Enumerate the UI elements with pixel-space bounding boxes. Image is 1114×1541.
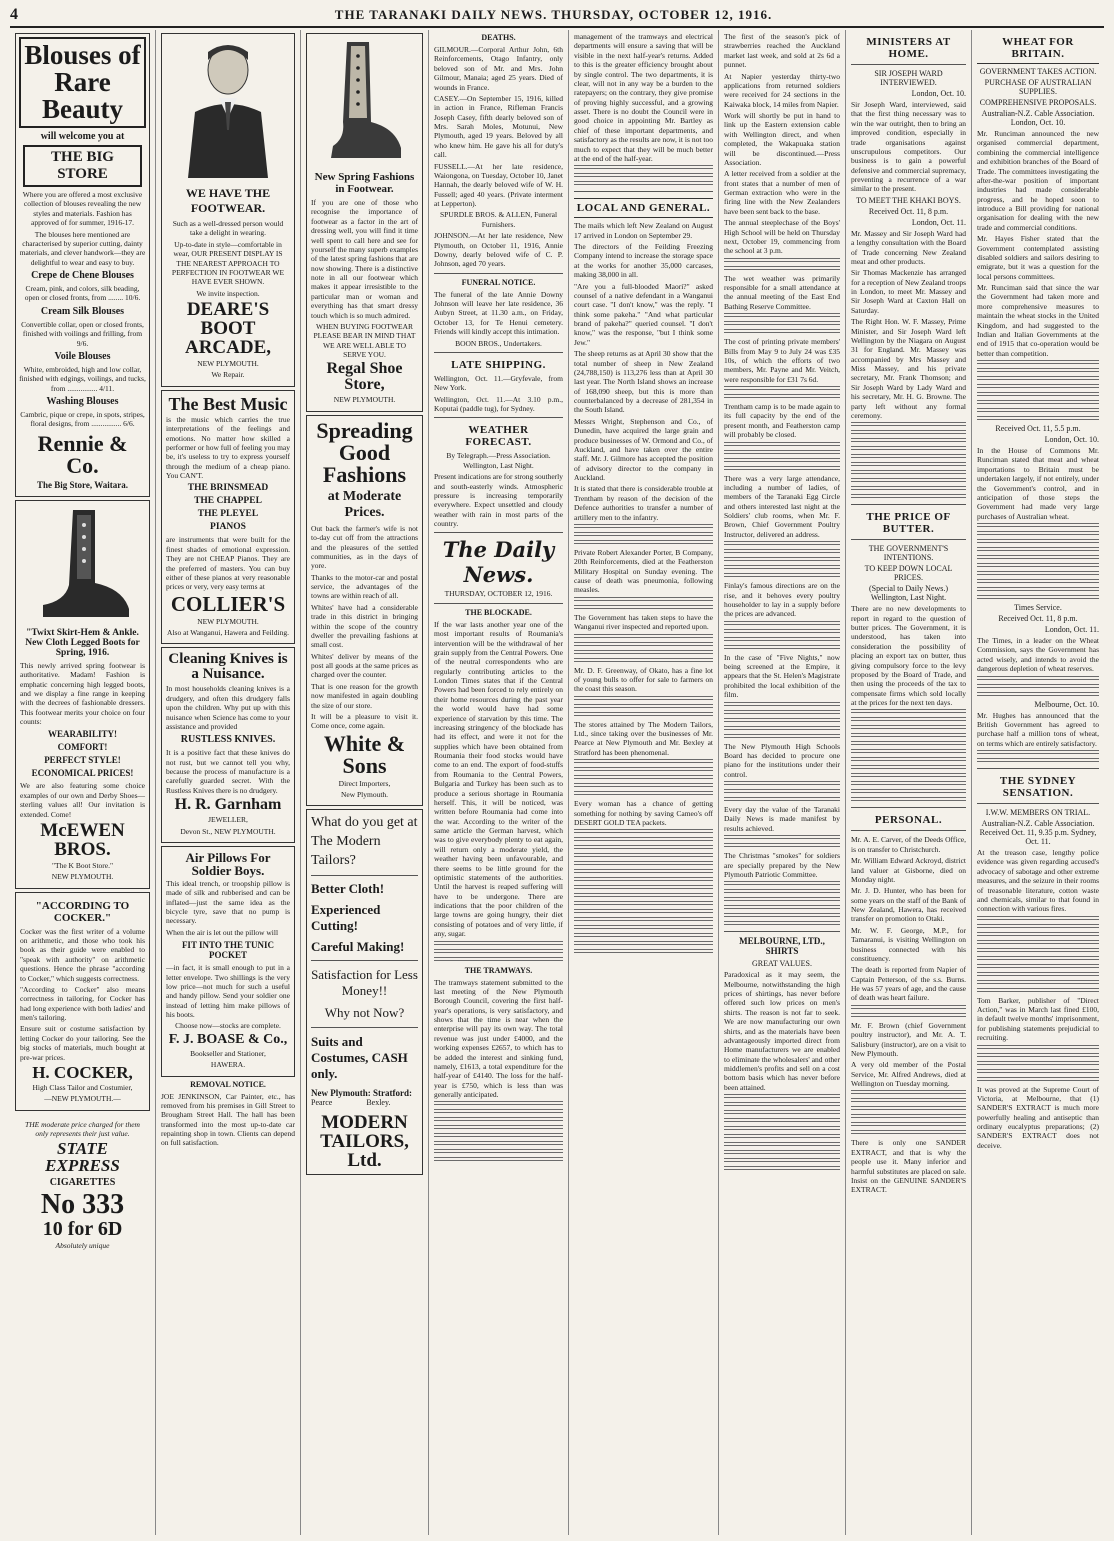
spread-text3: Whites' have had a considerable trade in this district in bringing within the scope of the country dweller the prevailing fashions at small cost. [311,602,418,650]
tram-continued: management of the tramways and electrical departments will ensure a saving that will be visible in the next half-year's returns. Added to this is the greater efficiency brought about by single control. The two departments, it is clear, will not in any way be a burden to the ratepayers; on the contrary, they give promise of proving highly successful, and a growing asset. There is no doubt the Council were in good choice in appointing Mr. Bartley as chief of these important departments, and satisfactory as the results are now, it is not too much to expect that they will be much better at the end of the half-year. [574,32,713,163]
local-8: The Government has taken steps to have the Wanganui river inspected and reported upon. [574,612,713,632]
rennie-sub: The Big Store, Waitara. [37,479,128,490]
air-text3: —in fact, it is small enough to put in a letter envelope. Two shillings is the very low price—not much for such a useful and handy pillow. Send your soldier one instead of letting him make pillows of his boots. [166,963,290,1019]
local-3: "Are you a full-blooded Maori?" asked counsel of a native defendant in a Wanganui court case. "I don't know," was the reply. "I think some pakeha." "And what particular brand of pakeha?" queried counsel. "I don't know," was the response, "but I think some Jew." [574,281,713,347]
regal-loc: NEW PLYMOUTH. [333,395,396,405]
crepe-text: Cream, pink, and colors, silk beading, open or closed fronts, from ........ 10/6. [24,284,141,303]
shipping-text: Wellington, Oct. 11.—Gryfevale, from New York. [434,373,563,393]
deares-ad [161,33,295,387]
man-portrait-illustration-icon [183,38,273,178]
state-express-ad [15,1114,150,1257]
melbourne-wheat-text: Mr. Hughes has announced that the British Government has agreed to purchase half a million tons of wheat, on terms which are entirely satisfactory. [977,710,1099,748]
se-number: No 333 [40,1189,125,1221]
wheat-received: Received Oct. 11, 5.5 p.m. [995,424,1081,433]
personal-3: Mr. J. D. Hunter, who has been for some years on the staff of the Bank of New Zealand, Hawera, has received transfer on promotion to Otaki. [851,886,966,924]
tramways-text: The tramways statement submitted to the last meeting of the New Plymouth Borough Council, covering the first half-year's operations, is very satisfactory, and shows that the time is near when the enterprise will pay its own way. The total revenue was just under £4000, and the working expenses £2657, to which has to be added the interest and sinking fund, namely, £1613, a total expenditure for the half-year of £4140. The loss for the half-year is £750, which is less than was generally anticipated. [434,977,563,1099]
sydney-byline: Australian-N.Z. Cable Association. Received Oct. 11, 9.35 p.m. Sydney, Oct. 11. [979,819,1097,846]
blouses-intro2: The blouses here mentioned are characterised by superior cutting, dainty materials, and clever handwork—they are delightful to wear and easy to buy. [19,229,146,267]
times-received: Received Oct. 11, 8 p.m. [998,614,1078,623]
blouses-headline: Blouses of Rare Beauty [19,37,146,128]
voile-heading: Voile Blouses [54,350,111,362]
boots-text2: We are also featuring some choice examples of our own and Derby Shoes—sterling values all! Our invitation is extended. Come! [20,781,145,819]
sydney-text: At the treason case, lengthy police evidence was given regarding accused's advocacy of sabotage and other extreme measures, and the seizure in their rooms of treasonable literature, cotton waste and chemicals, similar to that found in connection with various fires. [977,848,1099,914]
times-date: London, Oct. 11. [1044,625,1099,634]
piano-3: THE PLEYEL [197,509,259,520]
cocker-text: Cocker was the first writer of a volume on arithmetic, and those who took his book as their guide were enabled to "speak with authority" on arithmetic questions. Hence the phrase "according to Cocker," which suggests correctness. [20,926,145,983]
death-3b: SPURDLE BROS. & ALLEN, Funeral Furnishers. [439,210,558,229]
local-20: There was a very large attendance, including a number of ladies, of members of the Taranaki Egg Circle and others interested last night at the Soldiers' club rooms, when Mr. F. Brown, Chief Government Poultry Instructor, delivered an address. [724,473,840,539]
se-cig: CIGARETTES [49,1177,116,1189]
rennie-name: Rennie & Co. [37,430,128,478]
boots-ad [15,500,150,889]
local-14: Work will shortly be put in hand to link up the Eastern extension cable with Wellington direct, and when completed, the Wakapuaka station will be discontinued.—Press Association. [724,111,840,167]
column-8 [972,30,1104,1535]
death-3: FUSSELL.—At her late residence, Waiongona, on Tuesday, October 10, Janet Hannah, the dearly beloved wife of W. H. Fussell; aged 40 years. (Private interment at Lepperton). [434,161,563,208]
boase-sub: Bookseller and Stationer, [190,1048,266,1058]
music-text: is the music which carries the true interpretations of the feelings and emotions. No matter how skilled a performer or how full of feeling you may be, it's useless to try to express yourself through the medium of a cheap piano. You CAN'T. [166,414,290,480]
local-18: The cost of printing private members' Bills from May 9 to July 24 was £35 10s, of which the efforts of two members, Mr. Payne and Mr. Veitch, were responsible for £31 7s 6d. [724,337,840,384]
blockade-heading: THE BLOCKADE. [465,607,532,617]
death-1: GILMOUR.—Corporal Arthur John, 6th Reinforcements, Otago Infantry, only beloved son of Mr. and Mrs. John Gilmour, Manaia; aged 25 years. Died of wounds in France. [434,45,563,92]
local-24: Every day the value of the Taranaki Daily News is made manifest by results achieved. [724,805,840,833]
local-10: The stores attained by The Modern Tailors, Ltd., since taking over the businesses of Mr. Pearce at New Plymouth and Mr. Bexley at Stratford has been phenomenal. [574,719,713,757]
air-fit: FIT INTO THE TUNIC POCKET [181,940,275,961]
personal-8: There is only one SANDER EXTRACT, and that is why the people use it. Many inferior and harmful substitutes are placed on sale. Insist on the GENUINE SANDER'S EXTRACT. [851,1138,966,1195]
modern-tailors-ad [306,809,423,1175]
mcewen-loc: NEW PLYMOUTH. [51,872,114,882]
melbourne-heading: MELBOURNE, LTD., SHIRTS [739,936,825,957]
local-5: Messrs Wright, Stephenson and Co., of Dunedin, have acquired the large grain and produce businesses of W. Ormond and Co., of Auckland, and have taken over the entire staff. Mr. J. Gilmore has accepted the position of advisory director to the company in Auckland. [574,416,713,482]
ministers-heading: MINISTERS AT HOME. [866,36,951,60]
local-2: The directors of the Feilding Freezing Company intend to increase the storage space at the works for another 35,000 carcases, making 38,000 in all. [574,242,713,280]
death-2: CASEY.—On September 15, 1916, killed in action in France, Rifleman Francis Joseph Casey, fifth dearly beloved son of Mrs. Sarah Moles, Motunui, New Plymouth, aged 19 years. Beloved by all who knew him. He gave his all for duty's call. [434,93,563,160]
masthead [10,4,1104,28]
big-store-label: THE BIG STORE [23,145,142,187]
personal-5: The death is reported from Napier of Captain Petterson, of the s.s. Burns. He was 57 years of age, and the cause of death was heart failure. [851,965,966,1003]
deaths-heading: DEATHS. [481,33,516,42]
spread-text5: That is one reason for the growth now manifested in again doubling the size of our store. [311,681,418,710]
blouses-ad [15,33,150,497]
blouses-sub: will welcome you at [40,131,125,142]
weather-heading: WEATHER FORECAST. [465,424,532,449]
column-5 [569,30,719,1535]
sydney-text3: It was proved at the Supreme Court of Victoria, at Melbourne, that (1) SANDER'S EXTRACT is much more powerfully healing and antiseptic than ordinary eucalyptus preparations; (2) SANDER'S EXTRACT does not deceive. [977,1084,1099,1150]
cocker-text3: Ensure suit or costume satisfaction by letting Cocker do your tailoring. See the big stocks of materials, much bought at pre-war prices. [20,1024,145,1062]
modern-5: Why not Now? [324,1005,405,1021]
air-text: This ideal trench, or troopship pillow is made of silk and rubberised and can be inflated—just the same idea as the bicycle tyre, save that no pump is necessary. [166,878,290,926]
garnham-loc: Devon St., NEW PLYMOUTH. [180,826,276,836]
wheat-sub: GOVERNMENT TAKES ACTION. [979,67,1097,76]
regal-heading: New Spring Fashions in Footwear. [314,171,415,195]
air-text2: When the air is let out the pillow will [166,927,279,937]
ministers-date: London, Oct. 10. [911,89,966,98]
hcocker-name: H. COCKER, [32,1062,133,1082]
khaki-text: Mr. Massey and Sir Joseph Ward had a lengthy consultation with the Board of Trade concerning New Zealand meat and other products. [851,228,966,266]
local-7: Private Robert Alexander Porter, B Company, 20th Reinforcements, died at the Featherston Military Hospital on Sunday evening. The cause of death was pneumonia, following measles. [574,547,713,595]
hcocker-loc: —NEW PLYMOUTH.— [44,1094,121,1104]
whites-sub: Direct Importers, [338,778,391,788]
colliers-also: Also at Wanganui, Hawera and Feilding. [167,628,289,637]
butter-heading: THE PRICE OF BUTTER. [866,511,951,536]
knives-heading: Cleaning Knives is a Nuisance. [168,651,288,683]
modern-8: Pearce Bexley. [311,1098,391,1108]
personal-6: Mr. F. Brown (chief Government poultry instructor), and Mr. A. T. Salisbury (instructor), are on a visit to New Plymouth. [851,1020,966,1058]
khaki-date: London, Oct. 11. [911,217,966,227]
hcocker-sub: High Class Tailor and Costumier, [32,1082,133,1092]
spread-text4: Whites' deliver by means of the post all goods at the same prices as charged over the counter. [311,651,418,680]
column-1 [10,30,156,1535]
footwear-invite: We invite inspection. [196,288,260,298]
weather-byline: By Telegraph.—Press Association. Wellington, Last Night. [446,451,551,470]
se-brand: STATE EXPRESS [45,1139,120,1176]
footwear-heading: WE HAVE THE FOOTWEAR. [185,186,271,215]
column-4 [429,30,569,1535]
butter-text: There are no new developments to report in regard to the question of butter prices. The Government, it is understood, has taken into consideration the possibility of placing an export tax on butter, thus giving compulsory force to the levy proposed by the Board of Trade, and then using the proceeds of the tax to compensate firms which sold locally at the prices for the next ten days. [851,604,966,707]
se-price: 10 for 6D [42,1218,123,1241]
spread-text2: Thanks to the motor-car and postal service, the advantages of the towns are within reach of all. [311,572,418,601]
khaki-text2: Sir Thomas Mackenzie has arranged for a reception of New Zealand troops in London, to meet Mr. Massey and Sir Joseph Ward at Caxton Hall on Saturday. [851,268,966,315]
piano-2: THE CHAPPEL [194,496,262,507]
ladies-boot-illustration-icon [325,38,405,163]
modern-4: Satisfaction for Less Money!! [311,967,418,999]
wheat-heading: WHEAT FOR BRITAIN. [977,36,1099,64]
personal-4: Mr. W. F. George, M.P., for Tamaranui, is visiting Wellington on business connected with his constituency. [851,925,966,963]
w4: ECONOMICAL PRICES! [31,768,134,779]
spreading-sub: at Moderate Prices. [327,488,402,520]
wheat-date: London, Oct. 10. [1044,435,1099,444]
weather-text: Present indications are for strong southerly and south-easterly winds. Atmospheric pressure is increasing temporarily everywhere. Expect unsettled and cloudy weather with rain in most parts of the country. [434,472,563,528]
shipping-heading: LATE SHIPPING. [451,358,546,371]
rustless-text: It is a positive fact that these knives do not rust, but we cannot tell you why, because the process of manufacture is a carefully guarded secret. With the Rustless Knives there is no drudgery. [166,748,290,795]
boot-illustration-icon [33,505,133,620]
wheat-byline: Australian-N.Z. Cable Association. London, Oct. 10. [981,109,1095,127]
local-25: The Christmas "smokes" for soldiers are specially prepared by the New Plymouth Patriotic Committee. [724,851,840,879]
se-top: THE moderate price charged for them only represents their just value. [25,1119,140,1138]
deares-loc: NEW PLYMOUTH. [197,359,259,368]
whites-loc: New Plymouth. [340,790,389,799]
boase-loc: HAWERA. [210,1060,246,1070]
local-22: In the case of "Five Nights," now being screened at the Empire, it appears that the St. Helen's Magistrate prohibited the local exhibition of the film. [724,652,840,700]
blockade-text: If the war lasts another year one of the most important results of Roumania's intervention will be the withdrawal of her grain supply from the Central Powers. One of the neutral correspondents who are regularly contributing articles to the London Times states that if the Central Powers had been forced to rely entirely on their home resources during the past year the world would have had some experience of starvation by this time. The increasing stringency of the blockade has had its effect, and were it not for the supplies which have been obtained from Roumania their food stocks would have come to an end. The export of food-stuffs from Roumania to the Central Powers, Bulgaria and Turkey has been such as to produce a serious shortage in Roumania herself. This, it will be noticed, was written before Roumania had come into the war. According to the writer of the same article the German harvest, which was to give everybody plenty to eat again, will return only a moderate yield, the weather having been unfavourable, and there seems to be little ground for the optimistic statements of the authorities. Until the harvest is reaped suffering will have to be undergone. There are indications that the poor children of the large towns are going hungry, their diet consisting of potatoes and of very little, if any, sugar. [434,619,563,939]
butter-sub: THE GOVERNMENT'S INTENTIONS. [868,544,949,563]
w3: PERFECT STYLE! [44,755,121,766]
modern-name: MODERN TAILORS, Ltd. [320,1112,409,1172]
modern-7: New Plymouth: Stratford: [311,1088,412,1099]
modern-3: Careful Making! [311,939,405,955]
deares-repair: We Repair. [211,370,245,380]
wheat-text2: Mr. Hayes Fisher stated that the Government contemplated assisting disabled soldiers and sailors desiring to emigrate, but it was a question for the local persons committees. [977,234,1099,281]
wash-text: Cambric, pique or crepe, in spots, stripes, floral designs, from ................ 6/6. [20,410,145,429]
butter-byline: (Special to Daily News.) Wellington, Last Night. [868,584,949,603]
boots-text: This newly arrived spring footwear is authoritative. Madam! Fashion is emphatic concerning high legged boots, and we display a fine range in keeping with the decrees of fashionable dressers. This footwear merits your choice on four counts: [20,660,145,726]
wash-heading: Washing Blouses [46,396,119,407]
knives-text: In most households cleaning knives is a drudgery, and often this drudgery falls upon the children. Why put up with this nuisance when Science has come to your assistance and provided [166,684,290,731]
modern-question: What do you get at The Modern Tailors? [311,815,418,869]
page-number: 4 [10,6,19,23]
regal-ad [306,33,423,412]
se-tag: Absolutely unique [55,1241,110,1251]
sydney-text2: Tom Barker, publisher of "Direct Action," was in March last fined £100, in default twelve months' imprisonment, for publishing statements prejudicial to recruiting. [977,995,1099,1043]
masthead-title: THE TARANAKI DAILY NEWS. THURSDAY, OCTOBER 12, 1916. [334,7,773,22]
butter-sub2: TO KEEP DOWN LOCAL PRICES. [864,564,953,583]
local-16: The annual steeplechase of the Boys' High School will be held on Thursday next, October 19, commencing from the school at 3 p.m. [724,218,840,256]
regal-caps: WHEN BUYING FOOTWEAR PLEASE BEAR IN MIND THAT WE ARE WELL ABLE TO SERVE YOU. [313,321,416,359]
local-17: The wet weather was primarily responsible for a small attendance at the annual meeting of the East End Bathing Reserve Committee. [724,273,840,311]
wheat-text3: Mr. Runciman said that since the war the Government had taken more and more comprehensive measures to maintain the wheat stocks in the United Kingdom, and had suggested to the Indian and Italian Governments at the end of 1915 that co-operation would be better than competition. [977,283,1099,358]
air-choose: Choose now—stocks are complete. [175,1021,281,1031]
w1: WEARABILITY! [47,729,117,740]
sydney-sub: I.W.W. MEMBERS ON TRIAL. [985,808,1091,817]
column-7 [846,30,972,1535]
air-heading: Air Pillows For Soldier Boys. [185,849,271,878]
whites-ad [306,415,423,807]
column-2 [156,30,301,1535]
cocker-ad [15,892,150,1111]
wheat-sub3: COMPREHENSIVE PROPOSALS. [979,98,1097,107]
mcewen-name: McEWEN BROS. [40,819,125,860]
local-6: It is stated that there is considerable trouble at Trentham by reason of the decision of the Defence authorities to transfer a number of artillery men to the infantry. [574,484,713,522]
spread-text6: It will be a pleasure to visit it. Come once, come again. [311,711,418,731]
local-15: A letter received from a soldier at the front states that a number of men of German extraction who were in the firing line with the New Zealanders have been sent back to the base. [724,169,840,216]
paper-date: THURSDAY, OCTOBER 12, 1916. [444,589,553,599]
boots-heading: "Twixt Skirt-Hem & Ankle. New Cloth Legged Boots for Spring, 1916. [25,627,140,658]
personal-1: Mr. A. E. Carver, of the Deeds Office, is on transfer to Christchurch. [851,835,966,854]
boase-name: F. J. BOASE & Co., [168,1031,288,1047]
local-13: At Napier yesterday thirty-two applications from returned soldiers were received for 24 sections in the Kaiwaka block, 14 miles from Napier. [724,71,840,109]
melbourne-sub: GREAT VALUES. [751,959,812,969]
ministers-text2: The Right Hon. W. F. Massey, Prime Minister, and Sir Joseph Ward left Wellington by the Niagara on August 31 for England. Mr. Massey was accompanied by Mrs Massey and Miss Massey, and his private secretary, Mr. Frank Thomson; and Sir Joseph Ward by Lady Ward and his secretary, Mr. H. G. Browne. The party left without any formal ceremony. [851,317,966,420]
cocker-text2: "According to Cocker" also means correctness in tailoring, for Cocker has had long experience with both ladies' and men's tailoring. [20,984,145,1022]
music-text2: are instruments that were built for the finest shades of emotional expression. They are not CHEAP Pianos. They are the preferred of masters. You can buy either of these pianos at very reasonable prices or very, very easy terms at [166,535,290,592]
tramways-heading: THE TRAMWAYS. [464,965,533,975]
colliers-ad [161,390,295,645]
wheat-text4: In the House of Commons Mr. Runciman stated that meat and wheat importations to Britain must be undertaken largely, if not entirely, under the Government's control, and in anticipation of those steps the Government had made very large purchases of Australian wheat. [977,446,1099,521]
spreading-heading: Spreading Good Fashions [316,417,413,487]
mcewen-sub: "The K Boot Store." [51,860,114,870]
regal-text: If you are one of those who recognise the importance of footwear as a factor in the art of dressing well, you will find it time well spent to call here and see for yourself the many superb examples of the latest spring fashions that are now showing. There is a distinctive note in all our footwear which makes it appear irresistible to the particular man or woman and everything has that smart dressy touch which is so much admired. [311,198,418,320]
rustless-heading: RUSTLESS KNIVES. [180,734,276,746]
cream-text: Convertible collar, open or closed fronts, finished with voilings and frilling, from 9/6. [21,319,144,348]
spread-text1: Out back the farmer's wife is not to-day cut off from the attractions and the pleasures of the settled communities, as in the days of yore. [311,523,418,571]
piano-1: THE BRINSMEAD [187,483,269,494]
ministers-text: Sir Joseph Ward, interviewed, said that the first thing necessary was to win the war outright, then to bring an improved condition, especially in trade organisations against unscrupulous competitors. Our business is to gain a powerful defensive and commercial supremacy, preventing a recurrence of a war similar to the present. [851,100,966,194]
funeral-text: The funeral of the late Annie Downy Johnson will leave her late residence, 36 Aubyn Street, at 11.30 a.m., on Friday, October 13, for Te Henui cemetery. Friends will kindly accept this intimation. [434,289,563,337]
funeral-sig: BOON BROS., Undertakers. [455,338,542,348]
funeral-heading: FUNERAL NOTICE. [461,277,536,287]
paper-nameplate: The Daily News. [442,537,555,588]
personal-heading: PERSONAL. [874,814,943,827]
regal-name: Regal Shoe Store, [326,360,403,394]
voile-text: White, embroided, high and low collar, finished with edgings, voilings, and tucks, from ................ 4/11. [19,364,146,393]
shipping-text2: Wellington, Oct. 11.—At 3.10 p.m., Koputai (paddle tug), for Sydney. [434,394,563,413]
personal-2: Mr. William Edward Ackroyd, district land valuer at Gisborne, died on Monday night. [851,856,966,884]
khaki-heading: TO MEET THE KHAKI BOYS. [856,195,961,205]
melbourne-date: Melbourne, Oct. 10. [1034,699,1099,709]
colliers-name: COLLIER'S [170,591,286,616]
whites-name: White & Sons [323,730,406,778]
piano-4: PIANOS [210,522,246,533]
local-11: Every woman has a chance of getting something for nothing by saving Cameo's off DESERT GOLD TEA packets. [574,799,713,827]
footwear-text2: Up-to-date in style—comfortable in wear, OUR PRESENT DISPLAY IS THE NEAREST APPROACH TO PERFECTION IN FOOTWEAR WE HAVE EVER SHOWN. [171,239,285,287]
local-12: The first of the season's pick of strawberries reached the Auckland market last week, and sold at 2s 6d a punnet. [724,32,840,70]
local-23: The New Plymouth High Schools Board has decided to procure one piano for the institutions under their control. [724,741,840,779]
footwear-text: Such as a well-dressed person would take a delight in wearing. [172,219,284,238]
modern-2: Experienced Cutting! [311,902,381,934]
modern-6: Suits and Costumes, CASH only. [311,1034,408,1082]
removal-text: JOE JENKINSON, Car Painter, etc., has removed from his premises in Gill Street to Brougham Street Hall. The hall has been transformed into the most up-to-date car repainting shop in town. Clients can depend on full satisfaction. [161,1091,295,1148]
local-9: Mr. D. F. Greenway, of Okato, has a fine lot of young bulls to offer for sale to farmers on the coast this season. [574,665,713,694]
modern-1: Better Cloth! [311,881,385,897]
garnham-name: H. R. Garnham [174,796,282,814]
sydney-heading: THE SYDNEY SENSATION. [999,775,1077,799]
cream-heading: Cream Silk Blouses [40,305,125,317]
personal-7: A very old member of the Postal Service, Mr. Alfred Andrews, died at Wellington on Tuesday morning. [851,1060,966,1088]
deares-name: DEARE'S BOOT ARCADE, [184,299,272,358]
cocker-heading: "ACCORDING TO COCKER." [35,899,130,924]
removal-heading: REMOVAL NOTICE. [190,1079,266,1089]
melbourne-text: Paradoxical as it may seem, the Melbourne, notwithstanding the high prices of shirtings, has never before offered such low prices on men's shirts. The reason is not far to seek. We are now manufacturing our own shirts, and as the materials have been advantageously imported direct from Home manufacturers we are enabled to eliminate the wholesalers' and other middlemen's profits and sell on a cost bottom basis which has never before been attained. [724,970,840,1092]
boase-ad [161,846,295,1077]
local-4: The sheep returns as at April 30 show that the total number of sheep in New Zealand (24,788,150) is 113,276 less than at April 30 last year. The North Island shows an increase of 168,090 sheep, but this is more than counterbalanced by a decrease of 281,354 in the South Island. [574,349,713,415]
local-19: Trentham camp is to be made again to its full capacity by the end of the present month, and Featherston camp will probably be closed. [724,402,840,440]
colliers-loc: NEW PLYMOUTH. [197,616,259,626]
wheat-sub2: PURCHASE OF AUSTRALIAN SUPPLIES. [984,78,1092,96]
local-1: The mails which left New Zealand on August 17 arrived in London on September 29. [574,221,713,240]
garnham-sub: JEWELLER, [208,815,248,825]
khaki-received: Received Oct. 11, 8 p.m. [868,206,949,216]
times-heading: Times Service. [1014,603,1062,612]
local-general-heading: LOCAL AND GENERAL. [574,198,713,218]
blouses-intro: Where you are offered a most exclusive collection of blouses revealing the new styles and materials. Fashion has approved of for summer, 1916-17. [22,190,143,228]
garnham-ad [161,647,295,843]
column-6 [719,30,846,1535]
times-text: The Times, in a leader on the Wheat Commission, says the Government has acted wisely, and intends to avoid the dangerous depletion of wheat reserves. [977,636,1099,674]
wheat-text: Mr. Runciman announced the new organised commercial department, combining the commercial intelligence and exhibition branches of the Board of Trade. The committees investigating the after-the-war position of important industries had made considerable progress, and he hoped soon to introduce a Bill providing for national organisation for dealing with the new trade and commercial conditions. [977,129,1099,232]
crepe-heading: Crepe de Chene Blouses [31,270,134,281]
column-3 [301,30,429,1535]
w2: COMFORT! [57,742,108,753]
death-4: JOHNSON.—At her late residence, New Plymouth, on October 11, 1916, Annie Downy, dearly beloved wife of C. P. Johnson, aged 70 years. [434,231,563,269]
local-21: Finlay's famous directions are on the rise, and it behoves every poultry householder to lay in a supply before the prices are advanced. [724,581,840,619]
ministers-sub: SIR JOSEPH WARD INTERVIEWED. [874,69,943,87]
music-heading: The Best Music [168,393,288,414]
